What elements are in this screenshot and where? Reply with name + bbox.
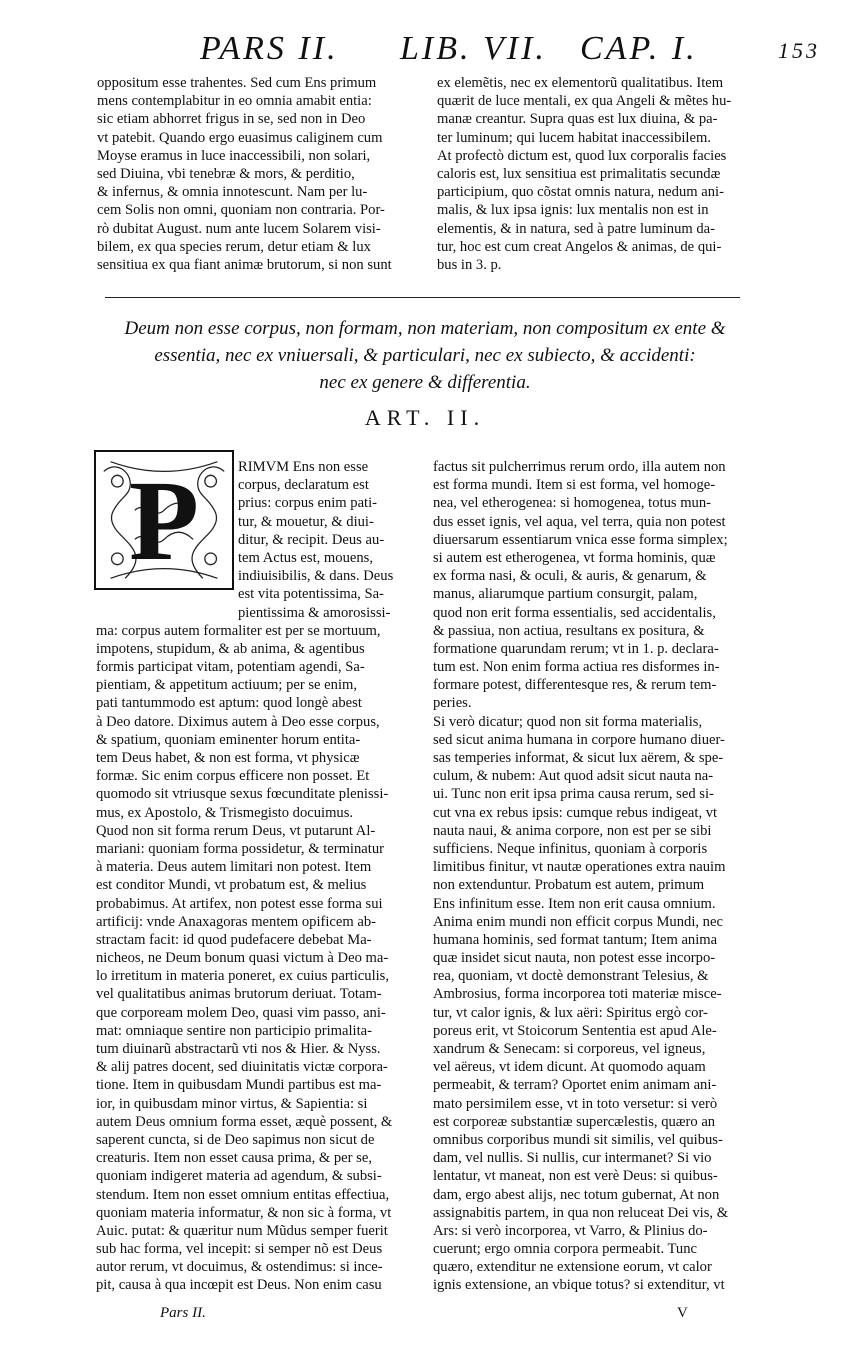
text-line: vt patebit. Quando ergo euasimus caliginem cum: [97, 129, 383, 146]
text-line: autem Deus omnium forma esset, æquè possent, &: [96, 1113, 393, 1130]
text-line: quærit de luce mentali, ex qua Angeli & mẽtes hu-: [437, 93, 732, 110]
text-line: tur, vt calor ignis, & lux aëri: Spiritus ergò cor-: [433, 1004, 708, 1021]
text-line: stractam facit: id quod pudefacere debebat Ma-: [96, 931, 372, 948]
text-line: mato persimilem esse, vt in toto versetur: si verò: [433, 1095, 718, 1112]
text-line: autor rerum, vt docuimus, & ostendimus: si ince-: [96, 1259, 383, 1276]
text-line: participium, quo cõstat omnis natura, nedum ani-: [437, 184, 724, 201]
text-line: assignabitis partem, in qua non reluceat Dei vis, &: [433, 1204, 729, 1221]
text-line: sed Diuina, vbi tenebræ & mors, & perditio,: [97, 165, 355, 182]
text-line: que corpoream molem Deo, quasi vim passo, ani-: [96, 1004, 386, 1021]
text-line: formis participat vitam, potentiam agendi, Sa-: [96, 659, 365, 676]
text-line: sed sicut anima humana in corpore humano diuer-: [433, 731, 725, 748]
text-line: est forma mundi. Item si est forma, vel homoge-: [433, 477, 716, 494]
text-line: elementis, & in natura, sed à patre luminum da-: [437, 220, 716, 237]
text-line: bilem, ex qua species rerum, detur etiam & lux: [97, 238, 371, 255]
text-line: ex elemẽtis, nec ex elementorũ qualitatibus. Item: [437, 75, 724, 91]
header-book: LIB. VII.: [400, 30, 547, 67]
text-line: tum diuinarũ abstractarũ vti nos & Hier. & Nyss.: [96, 1041, 381, 1057]
running-header: [160, 30, 820, 70]
text-line: si autem est etherogenea, vt forma hominis, quæ: [433, 549, 716, 566]
article-heading: ART. II.: [364, 405, 486, 430]
text-line: tione. Item in quibusdam Mundi partibus est ma-: [96, 1077, 382, 1094]
text-line: pit, causa à qua incœpit est Deus. Non enim casu: [96, 1277, 382, 1294]
text-line: quæ insidet sicut nauta, non potest esse incorpo-: [433, 950, 716, 967]
text-line: cem Solis non omni, quoniam non contraria. Por-: [97, 202, 385, 219]
text-line: est vita potentissima, Sa-: [238, 586, 384, 603]
text-line: Si verò dicatur; quod non sit forma materialis,: [433, 713, 703, 730]
text-line: rò dubitat August. num ante lucem Solarem visi-: [97, 220, 381, 237]
text-line: mat: omniaque sentire non participio primalita-: [96, 1022, 372, 1039]
text-line: mens contemplabitur in eo omnia amabit entia:: [97, 93, 372, 110]
text-line: permeabit, & terram? Oportet enim animam ani-: [433, 1077, 717, 1094]
text-line: Ars: si verò incorporea, vt Varro, & Plinius do-: [433, 1222, 708, 1239]
text-line: quod non erit forma essentialis, sed accidentalis,: [433, 604, 716, 621]
text-line: formæ. Sic enim corpus efficere non posset. Et: [96, 768, 370, 785]
signature-mark: Pars II.: [160, 1305, 206, 1321]
text-line: sensitiua ex qua fiant animæ brutorum, si non sunt: [97, 256, 392, 273]
text-line: probabimus. At artifex, non potest esse forma sui: [96, 895, 383, 912]
text-line: est conditor Mundi, vt probatum est, & melius: [96, 877, 367, 894]
text-line: Auic. putat: & quæritur num Mũdus semper fuerit: [96, 1222, 388, 1239]
text-line: sufficiens. Neque infinitus, quoniam à corporis: [433, 840, 708, 857]
text-line: diuersarum essentiarum vnica esse forma simplex;: [433, 531, 728, 548]
text-line: tem Deus habet, & non est forma, vt physicæ: [96, 750, 360, 766]
text-line: Moyse eramus in luce inaccessibili, non solari,: [97, 147, 371, 164]
text-line: nea, vel etherogenea: si homogenea, totus mun-: [433, 495, 712, 512]
text-line: prius: corpus enim pati-: [238, 495, 378, 512]
text-line: limitibus finitur, vt nautæ operationes extra nauim: [433, 859, 726, 876]
text-line: culum, & nubem: Aut quod adsit sicut nauta na-: [433, 768, 714, 785]
section-title: [100, 315, 750, 396]
main-left-column: [96, 458, 428, 1295]
text-line: quomodo sit vtriusque sexus fœcunditate plenissi-: [96, 786, 389, 803]
text-line: ter luminum; qui lucem habitat inaccessibilem.: [437, 129, 711, 146]
text-line: quæro, extenditur ne extensione eorum, vt calor: [433, 1259, 712, 1276]
text-line: sas temperies informat, & sicut lux aërem, & spe-: [433, 750, 724, 766]
text-line: manus, aliarumque partium consurgit, palam,: [433, 586, 698, 603]
text-line: At profectò dictum est, quod lux corporalis facies: [437, 147, 727, 164]
text-line: ior, in quibusdam minor virtus, & Sapientia: si: [96, 1095, 368, 1112]
top-right-column: [437, 74, 757, 274]
text-line: poreus erit, vt Stoicorum Sententia est apud Ale-: [433, 1022, 717, 1039]
text-line: indiuisibilis, & dans. Deus: [238, 568, 394, 585]
text-line: Quod non sit forma rerum Deus, vt putarunt Al-: [96, 822, 376, 839]
text-line: oppositum esse trahentes. Sed cum Ens primum: [97, 75, 377, 91]
text-line: dam, ergo abest alijs, nec totum gubernat, At non: [433, 1186, 720, 1203]
text-line: tur, & mouetur, & diui-: [238, 513, 374, 530]
text-line: nicheos, ne Deum bonum quasi victum à Deo ma-: [96, 950, 389, 967]
dropcap-letter: P: [128, 456, 200, 584]
text-line: à materia. Deus autem limitari non potest. Item: [96, 859, 372, 876]
text-line: artificij: vnde Anaxagoras mentem opificem ab-: [96, 913, 377, 930]
text-line: humana hominis, sed format tantum; Item anima: [433, 931, 718, 948]
text-line: lo irretitum in materia poneret, ex cuius particulis,: [96, 968, 390, 985]
text-line: ex forma nasi, & oculi, & auris, & genarum, &: [433, 568, 707, 585]
text-line: Anima enim mundi non efficit corpus Mundi, nec: [433, 913, 723, 930]
text-line: lentatur, vt maneat, non est verè Deus: si quibus-: [433, 1168, 718, 1185]
text-line: creaturis. Item non esset causa prima, & per se,: [96, 1150, 372, 1167]
catchword: V: [677, 1305, 688, 1321]
text-line: & alij patres docent, sed diuinitatis victæ corpora-: [96, 1059, 388, 1076]
text-line: Ens infinitum esse. Item non erit causa omnium.: [433, 895, 716, 912]
header-chapter: CAP. I.: [580, 30, 698, 67]
text-line: sub hac forma, vel incepit: si semper nõ est Deus: [96, 1241, 383, 1258]
text-line: mus, ex Apostolo, & Trismegisto docuimus.: [96, 804, 354, 821]
text-line: caloris est, lux sensitiua est primalitatis secundæ: [437, 165, 721, 182]
title-line: nec ex genere & differentia.: [319, 372, 531, 393]
text-line: ignis extensione, an vbique totus? si extenditur, vt: [433, 1277, 725, 1294]
text-line: pientissima & amorosissi-: [238, 604, 391, 621]
text-line: omnibus corporibus mundi sit similis, vel quibus-: [433, 1131, 723, 1148]
text-line: tem Actus est, mouens,: [238, 549, 373, 566]
text-line: & infernus, & omnia innotescunt. Nam per lu-: [97, 184, 368, 201]
text-line: ma: corpus autem formaliter est per se mortuum,: [96, 622, 381, 639]
text-line: bus in 3. p.: [437, 256, 502, 273]
text-line: vel qualitatibus animas brutorum deriuat. Totam-: [96, 986, 382, 1003]
text-line: malis, & lux ipsa ignis: lux mentalis non est in: [437, 202, 709, 219]
text-line: cuerunt; ergo omnia corpora permeabit. Tunc: [433, 1241, 697, 1258]
text-line: cut vna ex rebus ipsis: cumque rebus indigeat, vt: [433, 804, 718, 821]
text-line: non extenduntur. Probatum est autem, primum: [433, 877, 705, 894]
text-line: ui. Tunc non erit ipsa prima causa rerum, sed si-: [433, 786, 714, 803]
text-line: nauta naui, & anima corpore, non est per se sibi: [433, 822, 712, 839]
text-line: manæ creantur. Supra quas est lux diuina, & pa-: [437, 111, 718, 128]
text-line: mariani: quoniam forma possidetur, & terminatur: [96, 840, 384, 857]
text-line: RIMVM Ens non esse: [238, 459, 369, 475]
text-line: pati tantummodo est aptum: quod longè abest: [96, 695, 362, 712]
text-line: pientiam, & appetitum actiuum; per se enim,: [96, 677, 357, 694]
text-line: & passiua, non actiua, resultans ex positura, &: [433, 622, 705, 639]
text-line: ditur, & recipit. Deus au-: [238, 531, 385, 548]
text-line: & spatium, quoniam eminenter horum entita-: [96, 731, 361, 748]
text-line: vel aëreus, vt idem dicunt. At quomodo aquam: [433, 1059, 706, 1076]
header-part: PARS II.: [200, 30, 339, 67]
section-divider: [105, 297, 740, 298]
text-line: dus esset ignis, vel aqua, vel terra, quia non potest: [433, 513, 726, 530]
text-line: corpus, declaratum est: [238, 477, 369, 494]
text-line: dam, vel nullis. Si nullis, cur intermanet? Si vio: [433, 1150, 712, 1167]
text-line: peries.: [433, 695, 472, 712]
text-line: tur, hoc est cum creat Angelos & animas, de qui-: [437, 238, 722, 255]
title-line: Deum non esse corpus, non formam, non materiam, non compositum ex ente &: [124, 318, 726, 339]
text-line: saperent cuncta, si de Deo sapimus non sicut de: [96, 1131, 375, 1148]
text-line: quoniam materia informatur, & non sic à forma, vt: [96, 1204, 392, 1221]
text-line: rea, quoniam, vt doctè demonstrant Telesius, &: [433, 968, 709, 985]
text-line: formatione quarundam rerum; vt in 1. p. declara-: [433, 640, 719, 657]
page-number: 153: [778, 38, 820, 63]
text-line: stendum. Item non esset omnium entitas effectiua,: [96, 1186, 390, 1203]
top-left-column: [97, 74, 427, 274]
main-right-column: [433, 458, 755, 1295]
text-line: sic etiam abhorret frigus in se, sed non in Deo: [97, 111, 366, 128]
text-line: formare potest, differentesque res, & rerum tem-: [433, 677, 717, 694]
text-line: factus sit pulcherrimus rerum ordo, illa autem non: [433, 459, 726, 475]
text-line: tum est. Non enim forma actiua res disformes in-: [433, 659, 720, 676]
text-line: Ambrosius, forma incorporea toti materiæ misce-: [433, 986, 722, 1003]
text-line: impotens, stupidum, & ab anima, & agentibus: [96, 640, 365, 657]
text-line: xandrum & Senecam: si corporeus, vel igneus,: [433, 1041, 706, 1057]
title-line: essentia, nec ex vniuersali, & particulari, nec ex subiecto, & accidenti:: [154, 345, 696, 366]
text-line: est corporeæ substantiæ supercælestis, quæro an: [433, 1113, 716, 1130]
text-line: quoniam indigeret materia ad agendum, & subsi-: [96, 1168, 382, 1185]
text-line: à Deo datore. Diximus autem à Deo esse corpus,: [96, 713, 380, 730]
